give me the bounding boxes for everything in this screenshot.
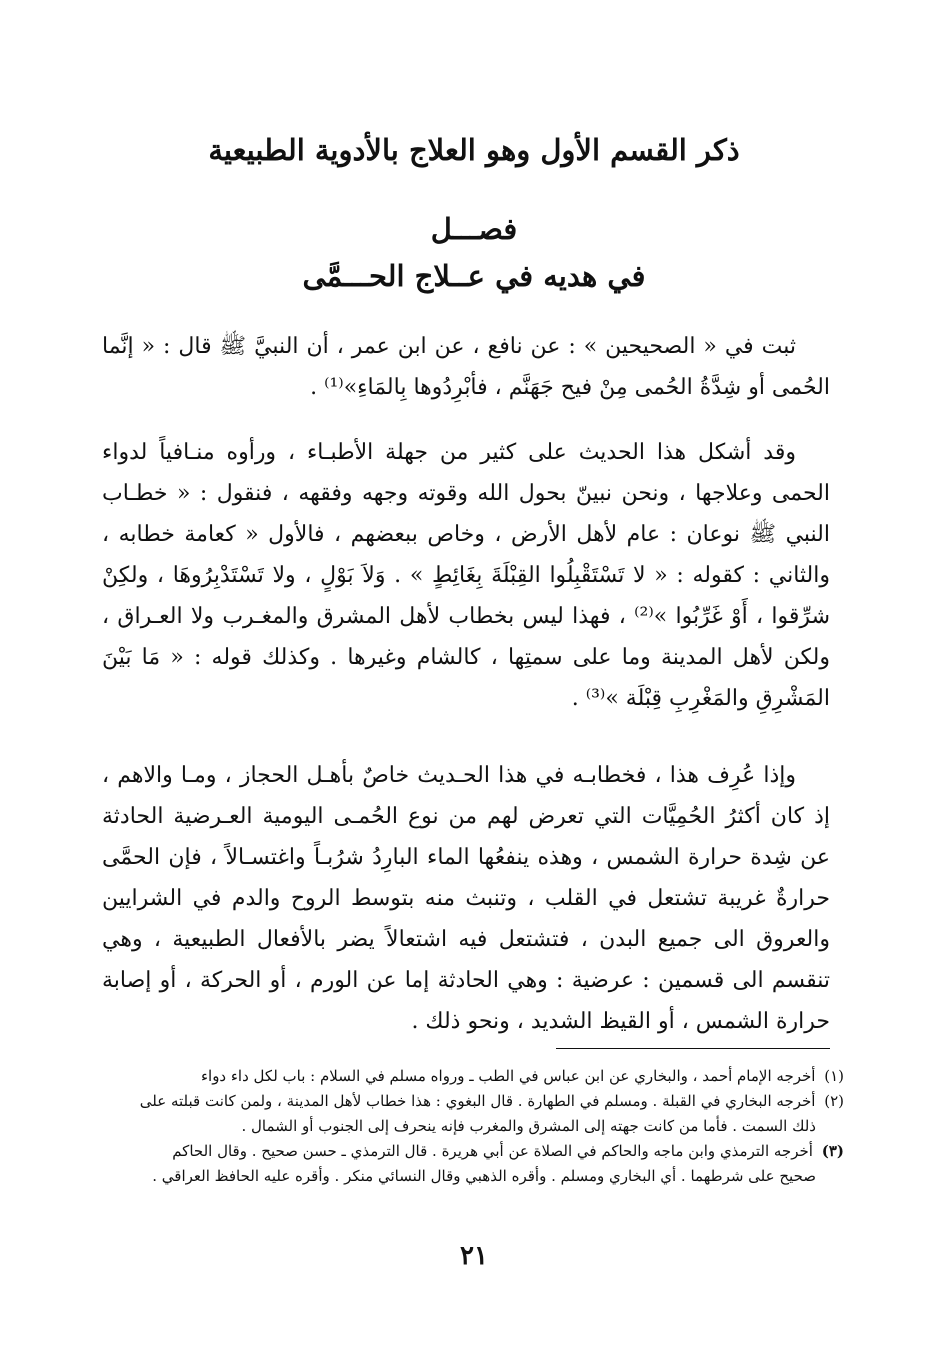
footnote-text: أخرجه البخاري في القبلة . ومسلم في الطهارة . قال البغوي : هذا خطاب لأهل المدينة ، ولمن كانت قبلته على	[139, 1092, 816, 1110]
paragraph: ثبت في « الصحيحين » : عن نافع ، عن ابن عمر ، أن النبيَّ ﷺ قال : « إنَّما الحُمى أو شِدَّةُ الحُمى مِنْ فيح جَهَنَّم ، فأبْرِدُوها بِالمَاءِ»⁽¹⁾ .	[102, 334, 830, 400]
section-title: ذكر القسم الأول وهو العلاج بالأدوية الطبيعية	[208, 133, 740, 167]
footnote-number: (٢)	[824, 1092, 844, 1110]
footnote-number: (٣)	[821, 1142, 844, 1160]
footnote-continuation: صحيح على شرطهما . أي البخاري ومسلم . وأقره الذهبي وقال النسائي منكر . وأقره عليه الحافظ العراقي .	[152, 1167, 816, 1185]
footnote-text: أخرجه الإمام أحمد ، والبخاري عن ابن عباس في الطب ـ ورواه مسلم في السلام : باب لكل داء دواء	[200, 1067, 816, 1085]
chapter-subheading: في هديه في عــلاج الحـــمَّى	[302, 259, 646, 293]
paragraph: وإذا عُرِف هذا ، فخطابـه في هذا الحـديث خاصٌ بأهـل الحجاز ، ومـا والاهم ، إذ كان أكثرُ الحُمِيَّات التي تعرض لهم من نوع الحُمـى اليومية العـرضية الحادثة عن شِدة حرارة الشمس ، وهذه ينفعُها الماء البارِدُ شرُبـاً واغتسـالاً ، فإن الحمَّى حرارةٌ غريبة تشتعل في القلب ، وتنبث منه بتوسط الروح والدم في الشرايين والعروق الى جميع البدن ، فتشتعل فيه اشتعالاً يضر بالأفعال الطبيعية ، وهي تنقسم الى قسمين : عرضية : وهي الحادثة إما عن الورم ، أو الحركة ، أو إصابة حرارة الشمس ، أو القيظ الشديد ، ونحو ذلك .	[102, 763, 830, 1034]
page-number: ٢١	[460, 1241, 488, 1271]
footnote	[102, 1139, 844, 1164]
footnote-continuation: ذلك السمت . فأما من كانت جهته إلى المشرق والمغرب فإنه ينحرف إلى الجنوب أو الشمال .	[241, 1117, 816, 1135]
paragraph: وقد أشكل هذا الحديث على كثير من جهلة الأطبـاء ، ورأوه منـافياً لدواء الحمى وعلاجها ، ونحن نبينّ بحول الله وقوته وجهه وفقهه ، فنقول : « خطـاب النبي ﷺ نوعان : عام لأهل الأرض ، وخاص ببعضهم ، فالأول « كعامة خطابه ، والثاني : كقوله : « لا تَسْتَقْبِلُوا القِبْلَةَ بِغَائِطٍ » . وَلاَ بَوْلٍ ، ولا تَسْتَدْبِرُوهَا ، ولكِنْ شرِّقوا ، أَوْ غَرِّبُوا »⁽²⁾ ، فهذا ليس بخطاب لأهل المشرق والمغـرب ولا العـراق ، ولكن لأهل المدينة وما على سمتِها ، كالشام وغيرها . وكذلك قوله : « مَا بَيْنَ المَشْرِقِ والمَغْرِبِ قِبْلَة »⁽³⁾ .	[102, 440, 830, 711]
main-text	[102, 326, 830, 1064]
chapter-heading-block	[90, 206, 858, 300]
footnote	[102, 1089, 844, 1114]
chapter-heading: فصـــل	[430, 212, 518, 246]
footnote-text: أخرجه الترمذي وابن ماجه والحاكم في الصلاة عن أبي هريرة . قال الترمذي ـ حسن صحيح . وقال الحاكم	[172, 1142, 813, 1160]
footnote-number: (١)	[824, 1067, 844, 1085]
footnote	[102, 1064, 844, 1089]
footnotes	[102, 1064, 844, 1189]
footnote-divider	[556, 1048, 830, 1049]
